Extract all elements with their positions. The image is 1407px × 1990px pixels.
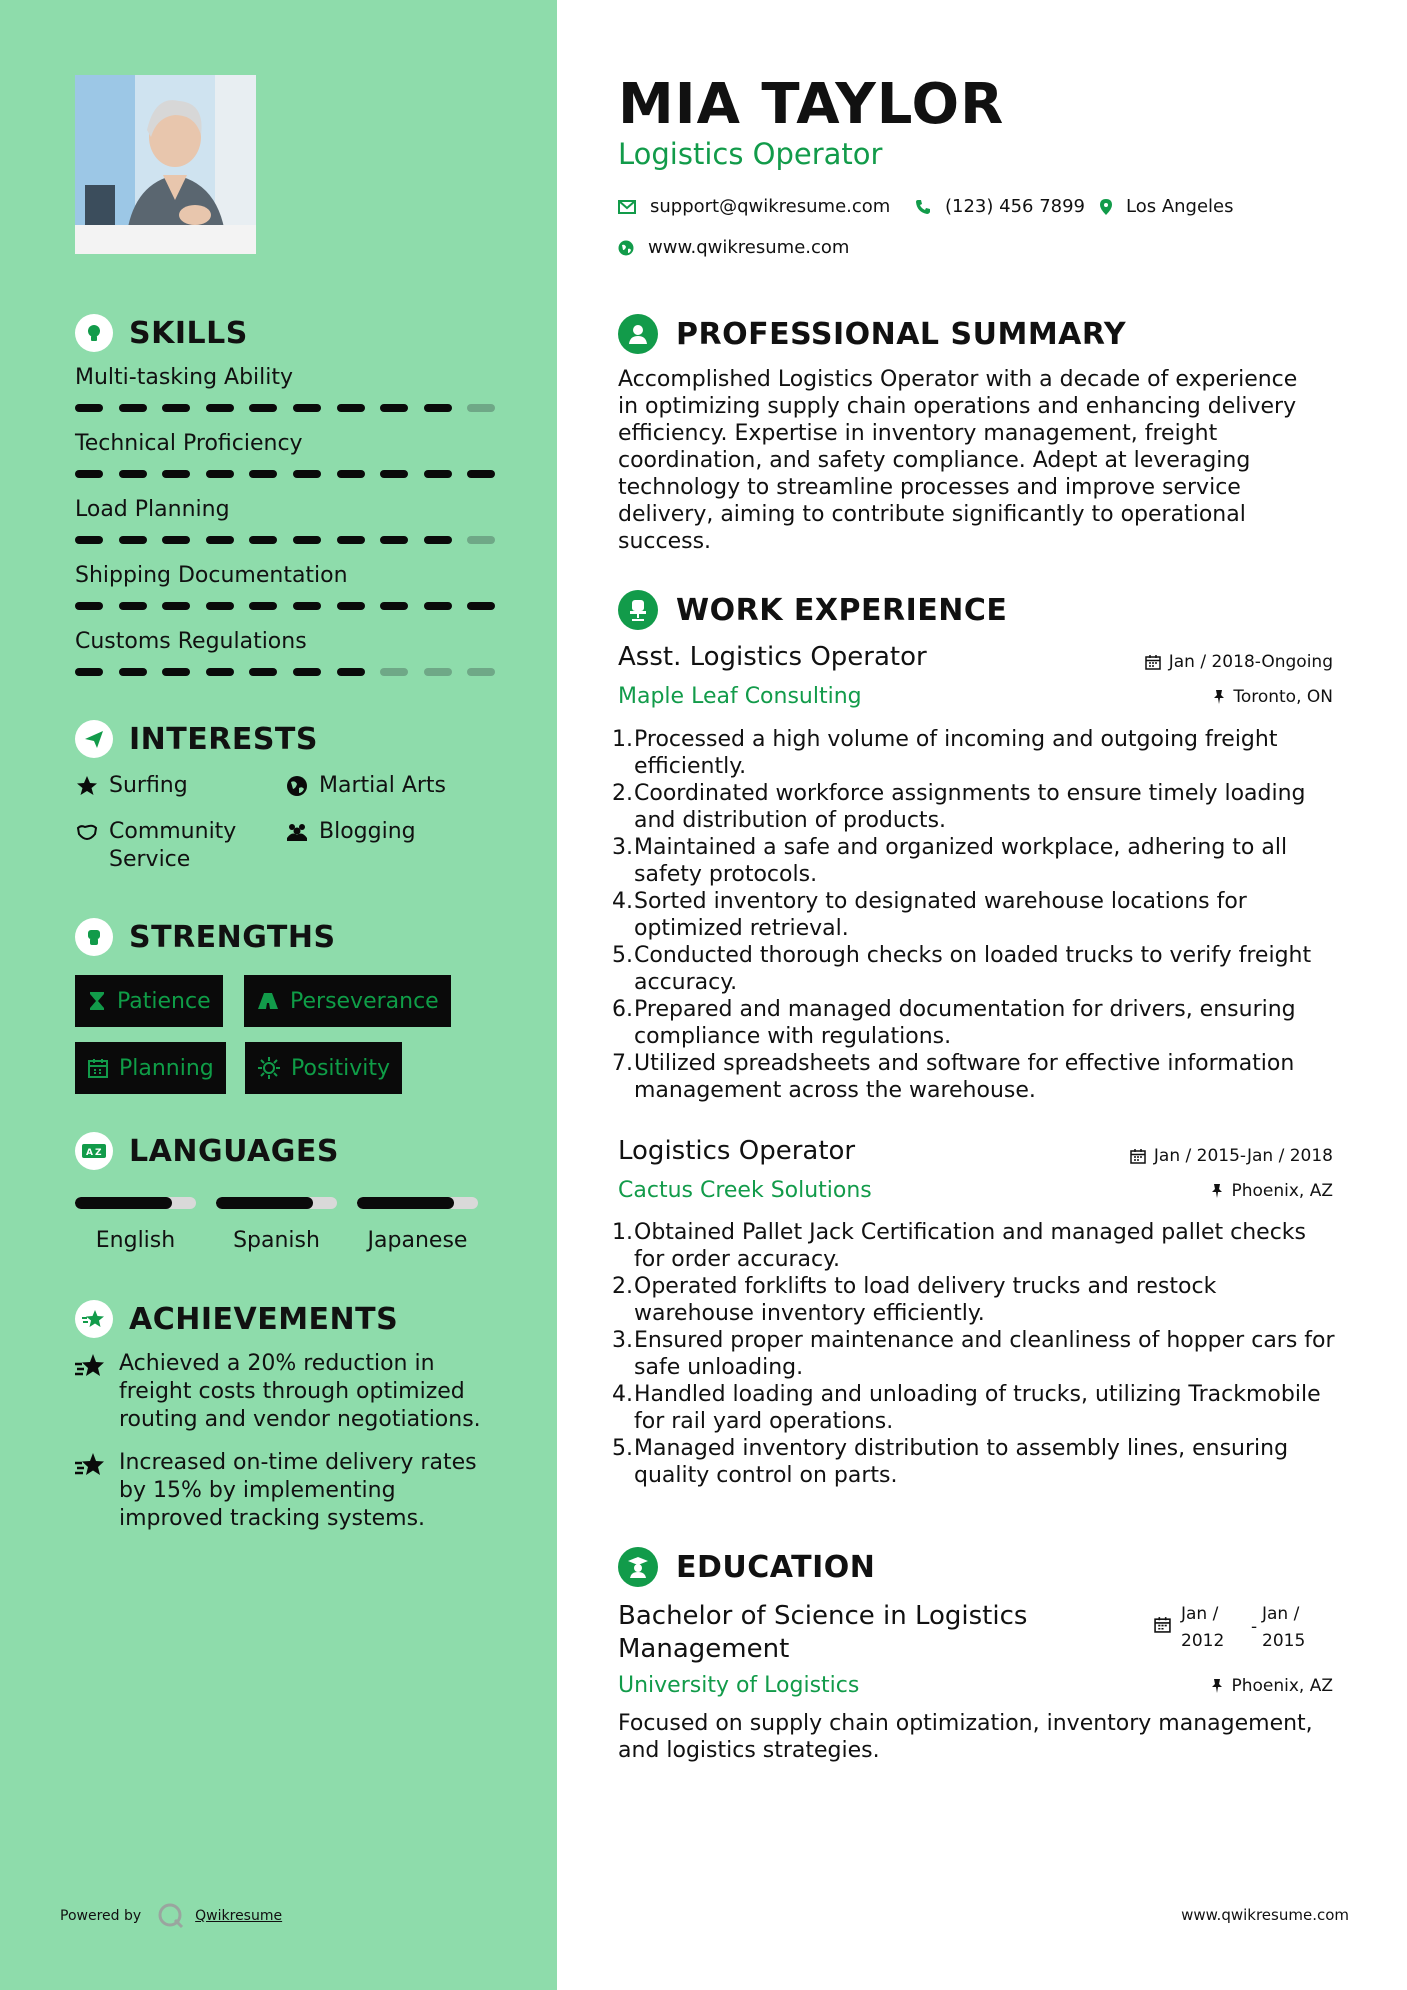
skill-segment xyxy=(119,536,147,544)
globe-icon xyxy=(285,774,309,798)
skill-segment xyxy=(337,470,365,478)
skill-segment xyxy=(337,404,365,412)
svg-text:Z: Z xyxy=(95,1148,102,1158)
calendar-icon xyxy=(1145,654,1161,670)
road-icon xyxy=(256,991,280,1011)
skill-segment xyxy=(380,470,408,478)
skill-segment xyxy=(206,536,234,544)
skill-segment xyxy=(467,404,495,412)
map-marker-icon xyxy=(1100,199,1112,215)
skill-segment xyxy=(206,404,234,412)
achievement-item: Increased on-time delivery rates by 15% by implementing improved tracking systems. xyxy=(75,1449,495,1533)
job-role: Asst. Logistics Operator xyxy=(618,642,927,672)
skills-heading: SKILLS xyxy=(75,314,248,352)
duty-item xyxy=(612,1219,1337,1273)
duty-text: Coordinated workforce assignments to ensure timely loading and distribution of products. xyxy=(634,781,1306,833)
brand-link[interactable]: Qwikresume xyxy=(195,1908,283,1924)
skill-segment xyxy=(75,536,103,544)
qwikresume-logo-icon xyxy=(157,1902,185,1930)
skill-segment xyxy=(424,404,452,412)
skill-segment xyxy=(424,602,452,610)
person-name: MIA TAYLOR xyxy=(618,72,1005,137)
skill-segment xyxy=(249,404,277,412)
skill-segment xyxy=(119,602,147,610)
duty-text: Prepared and managed documentation for drivers, ensuring compliance with regulations. xyxy=(634,997,1296,1049)
education-location: Phoenix, AZ xyxy=(1211,1676,1333,1696)
duty-text: Managed inventory distribution to assembly lines, ensuring quality control on parts. xyxy=(634,1436,1289,1488)
skill-segment xyxy=(424,536,452,544)
calendar-icon xyxy=(1154,1616,1171,1633)
skill-segment xyxy=(380,404,408,412)
strength-badge: Planning xyxy=(75,1042,226,1094)
skill-segment xyxy=(206,602,234,610)
contact-email[interactable]: support@qwikresume.com xyxy=(618,196,890,217)
language-bar xyxy=(357,1197,478,1209)
school-name: University of Logistics xyxy=(618,1673,860,1698)
lightbulb-icon xyxy=(75,314,113,352)
duty-item xyxy=(612,780,1337,834)
skill-segment xyxy=(467,668,495,676)
skill-segment xyxy=(337,602,365,610)
duty-item xyxy=(612,1273,1337,1327)
users-icon xyxy=(285,820,309,844)
duty-number: 1. xyxy=(612,727,633,752)
pin-icon xyxy=(1213,689,1225,705)
duty-text: Handled loading and unloading of trucks, utilizing Trackmobile for rail yard operations. xyxy=(634,1382,1321,1434)
duty-number: 2. xyxy=(612,1274,633,1299)
powered-by: Powered by Qwikresume xyxy=(60,1902,282,1930)
calendar-icon xyxy=(1130,1148,1146,1164)
duty-item xyxy=(612,888,1337,942)
skill-segment xyxy=(467,602,495,610)
job-location: Phoenix, AZ xyxy=(1211,1181,1333,1201)
handshake-icon xyxy=(75,820,99,844)
skill-label: Customs Regulations xyxy=(75,629,307,654)
duty-text: Sorted inventory to designated warehouse locations for optimized retrieval. xyxy=(634,889,1247,941)
duty-text: Processed a high volume of incoming and outgoing freight efficiently. xyxy=(634,727,1278,779)
skill-label: Technical Proficiency xyxy=(75,431,303,456)
strengths-heading: STRENGTHS xyxy=(75,918,336,956)
duty-item xyxy=(612,942,1337,996)
duty-number: 3. xyxy=(612,835,633,860)
skill-segment xyxy=(75,668,103,676)
duty-list xyxy=(612,1219,1337,1489)
skill-segment xyxy=(119,404,147,412)
duty-item xyxy=(612,834,1337,888)
duty-item xyxy=(612,1381,1337,1435)
job-dates: Jan / 2018-Ongoing xyxy=(1145,652,1333,672)
skill-segment xyxy=(380,668,408,676)
globe-icon xyxy=(618,240,634,256)
skill-bar xyxy=(75,404,497,412)
duty-number: 4. xyxy=(612,1382,633,1407)
star-icon xyxy=(75,774,99,798)
paper-plane-icon xyxy=(75,720,113,758)
education-end-date: Jan / 2015 xyxy=(1262,1604,1306,1651)
skill-bar xyxy=(75,668,497,676)
job-role: Logistics Operator xyxy=(618,1136,856,1166)
skill-segment xyxy=(249,602,277,610)
duty-text: Utilized spreadsheets and software for effective information management across the warehouse. xyxy=(634,1051,1295,1103)
skill-segment xyxy=(75,404,103,412)
achievements-heading: ACHIEVEMENTS xyxy=(75,1300,398,1338)
skill-segment xyxy=(424,668,452,676)
skill-segment xyxy=(162,404,190,412)
interest-item: Community Service xyxy=(75,818,255,874)
skill-label: Load Planning xyxy=(75,497,230,522)
skill-segment xyxy=(162,470,190,478)
skill-segment xyxy=(293,668,321,676)
contact-phone[interactable]: (123) 456 7899 xyxy=(915,196,1085,217)
skill-segment xyxy=(249,470,277,478)
duty-text: Maintained a safe and organized workplace, adhering to all safety protocols. xyxy=(634,835,1288,887)
hourglass-icon xyxy=(87,990,107,1012)
duty-item xyxy=(612,1327,1337,1381)
skill-bar xyxy=(75,536,497,544)
language-bar xyxy=(75,1197,196,1209)
pin-icon xyxy=(1211,1183,1223,1199)
duty-text: Conducted thorough checks on loaded trucks to verify freight accuracy. xyxy=(634,943,1312,995)
duty-text: Obtained Pallet Jack Certification and managed pallet checks for order accuracy. xyxy=(634,1220,1306,1272)
job-location: Toronto, ON xyxy=(1213,687,1333,707)
duty-number: 1. xyxy=(612,1220,633,1245)
skill-segment xyxy=(75,470,103,478)
company-name: Cactus Creek Solutions xyxy=(618,1178,872,1203)
profile-photo xyxy=(75,75,256,254)
graduate-icon xyxy=(618,1547,658,1587)
duty-item xyxy=(612,996,1337,1050)
skill-segment xyxy=(337,536,365,544)
duty-list xyxy=(612,726,1337,1104)
job-dates: Jan / 2015-Jan / 2018 xyxy=(1130,1146,1333,1166)
duty-number: 6. xyxy=(612,997,633,1022)
skill-segment xyxy=(380,536,408,544)
duty-item xyxy=(612,1435,1337,1489)
skill-segment xyxy=(162,536,190,544)
duty-number: 4. xyxy=(612,889,633,914)
language-bar xyxy=(216,1197,337,1209)
pin-icon xyxy=(1211,1678,1223,1694)
skill-segment xyxy=(424,470,452,478)
duty-number: 2. xyxy=(612,781,633,806)
summary-heading: PROFESSIONAL SUMMARY xyxy=(618,314,1126,354)
footer-url[interactable]: www.qwikresume.com xyxy=(1181,1906,1349,1924)
duty-item xyxy=(612,1050,1337,1104)
education-heading: EDUCATION xyxy=(618,1547,875,1587)
skill-segment xyxy=(162,668,190,676)
interest-item: Martial Arts xyxy=(285,772,446,800)
contact-website[interactable]: www.qwikresume.com xyxy=(618,237,849,258)
date-separator: - xyxy=(1251,1617,1258,1637)
calendar-icon xyxy=(87,1057,109,1079)
translate-icon xyxy=(75,1132,113,1170)
skill-segment xyxy=(293,536,321,544)
skill-segment xyxy=(119,668,147,676)
interest-item: Blogging xyxy=(285,818,416,846)
duty-number: 5. xyxy=(612,1436,633,1461)
skill-segment xyxy=(293,602,321,610)
duty-text: Ensured proper maintenance and cleanliness of hopper cars for safe unloading. xyxy=(634,1328,1335,1380)
interest-item: Surfing xyxy=(75,772,188,800)
company-name: Maple Leaf Consulting xyxy=(618,684,862,709)
skill-segment xyxy=(293,470,321,478)
degree-title: Bachelor of Science in Logistics Management xyxy=(618,1601,1028,1664)
skill-label: Shipping Documentation xyxy=(75,563,348,588)
experience-heading: WORK EXPERIENCE xyxy=(618,590,1007,630)
skill-segment xyxy=(467,470,495,478)
skill-segment xyxy=(380,602,408,610)
achievement-star-icon xyxy=(75,1300,113,1338)
duty-number: 7. xyxy=(612,1051,633,1076)
skill-segment xyxy=(293,404,321,412)
strength-badge: Positivity xyxy=(245,1042,402,1094)
skill-segment xyxy=(337,668,365,676)
achievement-star-icon xyxy=(75,1352,107,1380)
skill-segment xyxy=(249,668,277,676)
sidebar xyxy=(0,0,557,1990)
duty-number: 3. xyxy=(612,1328,633,1353)
language-label: Spanish xyxy=(233,1228,320,1253)
sun-icon xyxy=(257,1056,281,1080)
education-description: Focused on supply chain optimization, inventory management, and logistics strategies. xyxy=(618,1711,1313,1763)
duty-text: Operated forklifts to load delivery trucks and restock warehouse inventory efficiently. xyxy=(634,1274,1217,1326)
skill-label: Multi-tasking Ability xyxy=(75,365,294,390)
language-label: Japanese xyxy=(367,1228,468,1253)
achievement-star-icon xyxy=(75,1451,107,1479)
user-icon xyxy=(618,314,658,354)
skill-segment xyxy=(467,536,495,544)
strength-badge: Patience xyxy=(75,975,223,1027)
job-title: Logistics Operator xyxy=(618,137,883,171)
phone-icon xyxy=(915,199,931,215)
language-label: English xyxy=(95,1228,176,1253)
duty-number: 5. xyxy=(612,943,633,968)
languages-heading: A Z LANGUAGES xyxy=(75,1132,339,1170)
skill-bar xyxy=(75,470,497,478)
office-chair-icon xyxy=(618,590,658,630)
skill-bar xyxy=(75,602,497,610)
summary-text: Accomplished Logistics Operator with a decade of experience in optimizing supply chain operations and enhancing delivery efficiency. Expertise in inventory management, freight coordination, and safety compliance. Adept at leveraging technology to streamline processes and improve service delivery, aiming to contribute significantly to operational success. xyxy=(618,367,1298,554)
svg-text:A: A xyxy=(86,1148,93,1158)
contact-location: Los Angeles xyxy=(1100,196,1234,217)
strength-badge: Perseverance xyxy=(244,975,451,1027)
education-start-date: Jan / 2012 xyxy=(1181,1604,1225,1651)
skill-segment xyxy=(206,470,234,478)
skill-segment xyxy=(119,470,147,478)
interests-heading: INTERESTS xyxy=(75,720,318,758)
duty-item xyxy=(612,726,1337,780)
skill-segment xyxy=(162,602,190,610)
skill-segment xyxy=(75,602,103,610)
skill-segment xyxy=(206,668,234,676)
envelope-icon xyxy=(618,200,636,214)
fist-icon xyxy=(75,918,113,956)
achievement-item: Achieved a 20% reduction in freight costs through optimized routing and vendor negotiations. xyxy=(75,1350,495,1434)
skill-segment xyxy=(249,536,277,544)
